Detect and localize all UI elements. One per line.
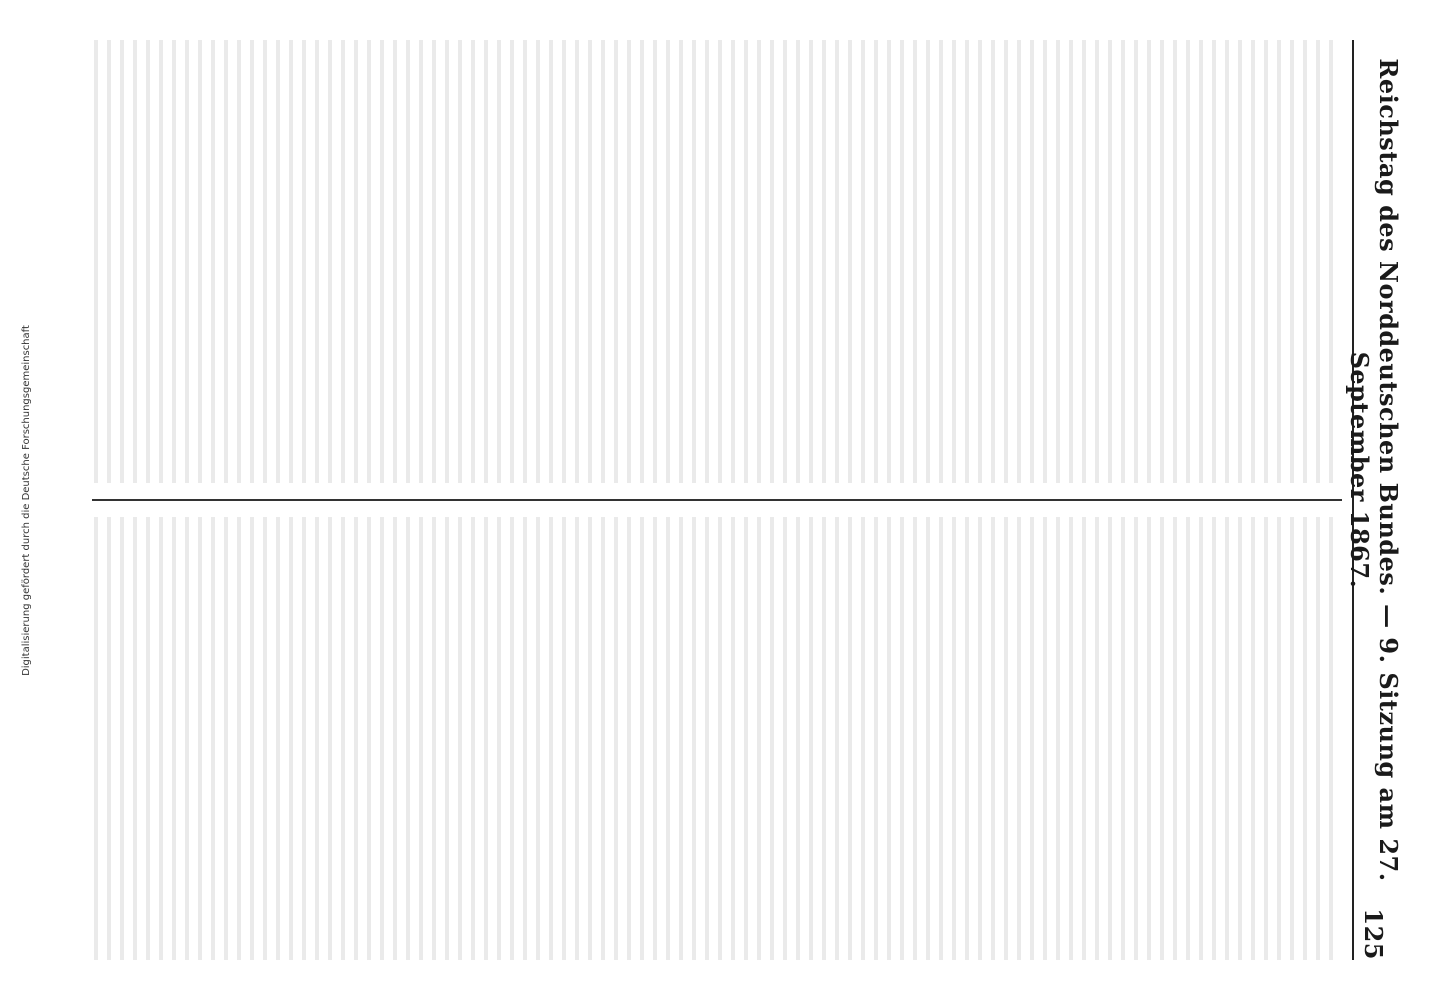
- right-column-illegible: [92, 517, 1342, 960]
- credit-text: Digitalisierung gefördert durch die Deutsche Forschungsgemeinschaft: [20, 324, 32, 676]
- header-title: Reichstag des Norddeutschen Bundes. — 9. Sitzung am 27. September 1867.: [1345, 58, 1403, 882]
- left-column-illegible: [92, 40, 1342, 483]
- page-header: [1345, 40, 1403, 960]
- rotated-page-content: [66, 10, 1412, 990]
- page-number: 125: [1359, 908, 1389, 960]
- scanned-page: [66, 10, 1412, 990]
- column-divider: [92, 499, 1342, 501]
- digitization-credit: [6, 0, 46, 1000]
- text-columns: [92, 40, 1342, 960]
